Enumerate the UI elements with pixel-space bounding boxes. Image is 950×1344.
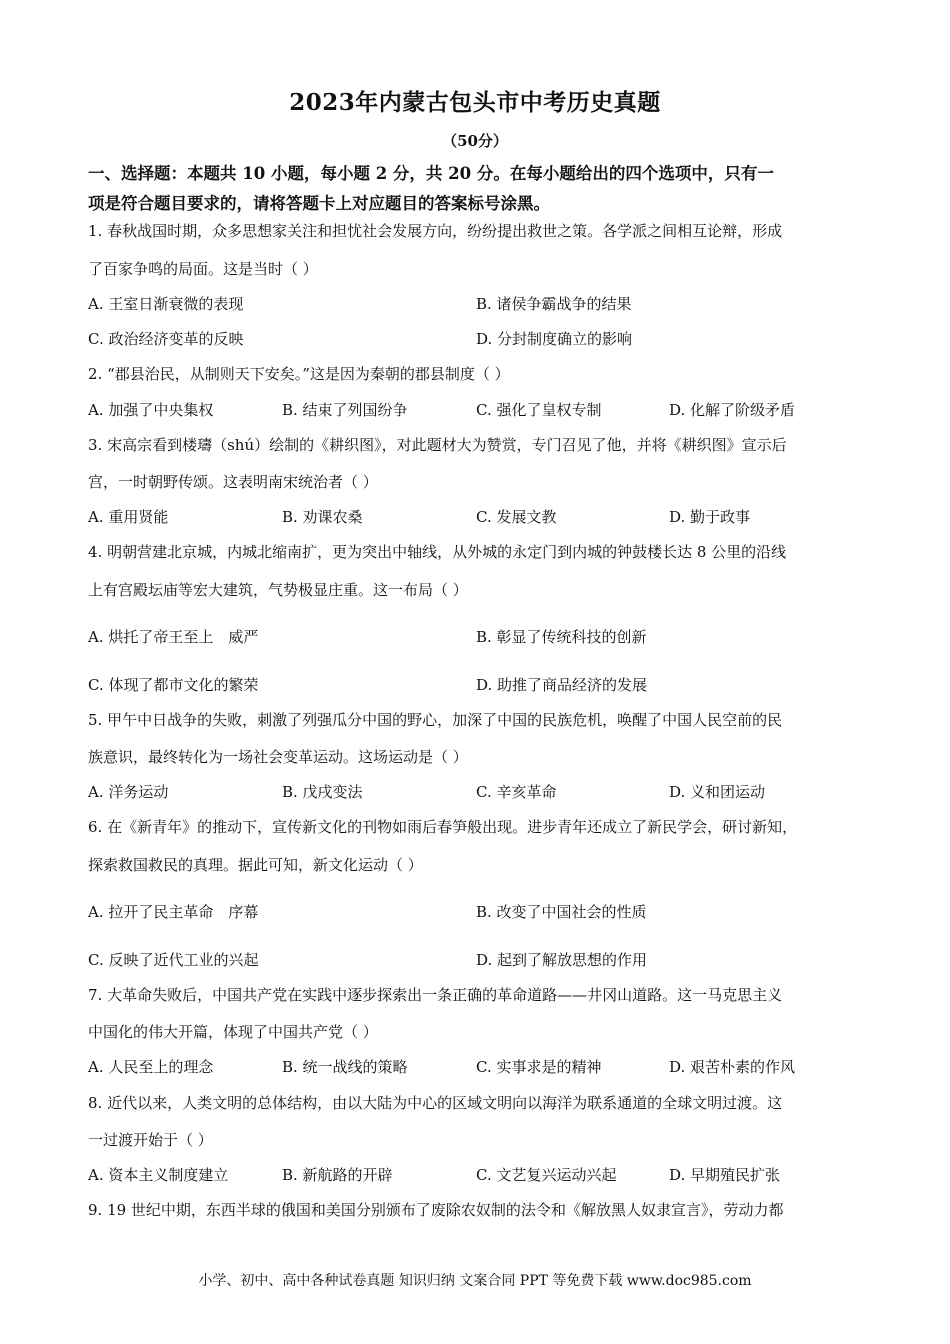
question-8-option-a: A. 资本主义制度建立 bbox=[88, 1166, 229, 1184]
question-2-option-b: B. 结束了列国纷争 bbox=[282, 401, 408, 419]
question-4-line-2: 上有宫殿坛庙等宏大建筑，气势极显庄重。这一布局（ ） bbox=[88, 581, 468, 599]
question-6-option-d: D. 起到了解放思想的作用 bbox=[476, 951, 648, 969]
question-1-option-c: C. 政治经济变革的反映 bbox=[88, 330, 244, 348]
question-2-line-1: 2. “郡县治民，从制则天下安矣。”这是因为秦朝的郡县制度（ ） bbox=[88, 365, 510, 383]
question-7-option-c: C. 实事求是的精神 bbox=[476, 1058, 602, 1076]
question-7-option-a: A. 人民至上的理念 bbox=[88, 1058, 214, 1076]
question-8-line-1: 8. 近代以来，人类文明的总体结构，由以大陆为中心的区域文明向以海洋为联系通道的全球文明过渡。这 bbox=[88, 1094, 783, 1112]
question-4-option-d: D. 助推了商品经济的发展 bbox=[476, 676, 648, 694]
question-5-option-d: D. 义和团运动 bbox=[669, 783, 766, 801]
question-7-option-b: B. 统一战线的策略 bbox=[282, 1058, 408, 1076]
question-5-option-a: A. 洋务运动 bbox=[88, 783, 169, 801]
page-footer: 小学、初中、高中各种试卷真题 知识归纳 文案合同 PPT 等免费下载 www.doc985.com bbox=[198, 1273, 752, 1289]
question-7-line-1: 7. 大革命失败后，中国共产党在实践中逐步探索出一条正确的革命道路——井冈山道路。这一马克思主义 bbox=[88, 986, 783, 1004]
question-3-option-d: D. 勤于政事 bbox=[669, 508, 751, 526]
question-7-option-d: D. 艰苦朴素的作风 bbox=[669, 1058, 796, 1076]
score-note: （50分） bbox=[442, 132, 508, 150]
question-6-option-c: C. 反映了近代工业的兴起 bbox=[88, 951, 259, 969]
question-1-option-a: A. 王室日渐衰微的表现 bbox=[88, 295, 244, 313]
question-1-option-b: B. 诸侯争霸战争的结果 bbox=[476, 295, 632, 313]
question-6-line-2: 探索救国救民的真理。据此可知，新文化运动（ ） bbox=[88, 856, 423, 874]
question-5-option-c: C. 辛亥革命 bbox=[476, 783, 557, 801]
question-2-option-d: D. 化解了阶级矛盾 bbox=[669, 401, 796, 419]
question-6-option-a: A. 拉开了民主革命 序幕 bbox=[88, 903, 259, 921]
question-3-option-c: C. 发展文教 bbox=[476, 508, 557, 526]
question-8-option-d: D. 早期殖民扩张 bbox=[669, 1166, 781, 1184]
question-9-line-1: 9. 19 世纪中期，东西半球的俄国和美国分别颁布了废除农奴制的法令和《解放黑人奴隶宣言》，劳动力都 bbox=[88, 1201, 784, 1219]
question-6-line-1: 6. 在《新青年》的推动下，宣传新文化的刊物如雨后春笋般出现。进步青年还成立了新民学会，研讨新知， bbox=[88, 818, 798, 836]
question-3-option-b: B. 劝课农桑 bbox=[282, 508, 363, 526]
question-6-option-b: B. 改变了中国社会的性质 bbox=[476, 903, 647, 921]
question-8-line-2: 一过渡开始于（ ） bbox=[88, 1131, 213, 1149]
page-title: 2023年内蒙古包头市中考历史真题 bbox=[289, 89, 661, 116]
question-5-option-b: B. 戊戌变法 bbox=[282, 783, 363, 801]
question-3-option-a: A. 重用贤能 bbox=[88, 508, 169, 526]
question-1-line-2: 了百家争鸣的局面。这是当时（ ） bbox=[88, 260, 318, 278]
question-1-option-d: D. 分封制度确立的影响 bbox=[476, 330, 633, 348]
question-4-option-a: A. 烘托了帝王至上 威严 bbox=[88, 628, 259, 646]
section-heading-line-2: 项是符合题目要求的，请将答题卡上对应题目的答案标号涂黑。 bbox=[88, 194, 550, 213]
question-8-option-c: C. 文艺复兴运动兴起 bbox=[476, 1166, 617, 1184]
question-7-line-2: 中国化的伟大开篇，体现了中国共产党（ ） bbox=[88, 1023, 378, 1041]
question-3-line-1: 3. 宋高宗看到楼璹（shú）绘制的《耕织图》，对此题材大为赞赏，专门召见了他，并将《耕织图》宣示后 bbox=[88, 436, 787, 454]
question-3-line-2: 宫，一时朝野传颂。这表明南宋统治者（ ） bbox=[88, 473, 378, 491]
question-4-option-b: B. 彰显了传统科技的创新 bbox=[476, 628, 647, 646]
question-2-option-a: A. 加强了中央集权 bbox=[88, 401, 214, 419]
question-4-option-c: C. 体现了都市文化的繁荣 bbox=[88, 676, 259, 694]
question-1-line-1: 1. 春秋战国时期，众多思想家关注和担忧社会发展方向，纷纷提出救世之策。各学派之间相互论辩，形成 bbox=[88, 222, 783, 240]
question-5-line-2: 族意识，最终转化为一场社会变革运动。这场运动是（ ） bbox=[88, 748, 468, 766]
question-8-option-b: B. 新航路的开辟 bbox=[282, 1166, 393, 1184]
question-4-line-1: 4. 明朝营建北京城，内城北缩南扩，更为突出中轴线，从外城的永定门到内城的钟鼓楼长达 8 公里的沿线 bbox=[88, 543, 787, 561]
section-heading-line-1: 一、选择题：本题共 10 小题，每小题 2 分，共 20 分。在每小题给出的四个选项中，只有一 bbox=[88, 164, 774, 183]
question-5-line-1: 5. 甲午中日战争的失败，刺激了列强瓜分中国的野心，加深了中国的民族危机，唤醒了中国人民空前的民 bbox=[88, 711, 783, 729]
question-2-option-c: C. 强化了皇权专制 bbox=[476, 401, 602, 419]
